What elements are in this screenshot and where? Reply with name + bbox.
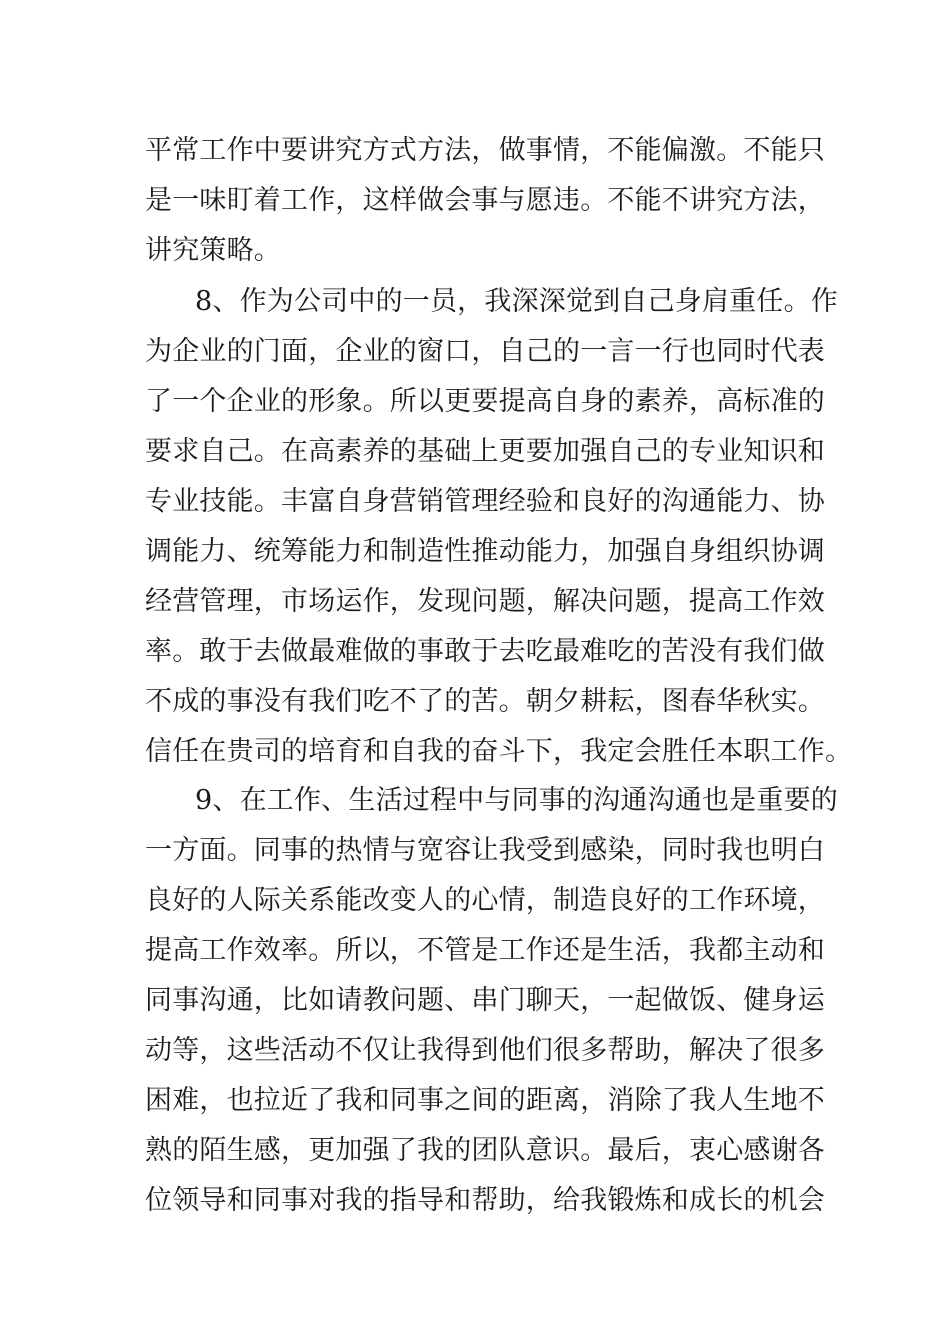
text-line: 一方面。同事的热情与宽容让我受到感染，同时我也明白 <box>145 835 825 866</box>
text-line: 专业技能。丰富自身营销管理经验和良好的沟通能力、协 <box>145 486 825 517</box>
text-line: 良好的人际关系能改变人的心情，制造良好的工作环境， <box>145 885 825 916</box>
text-line: 动等，这些活动不仅让我得到他们很多帮助，解决了很多 <box>145 1035 825 1066</box>
text-line: 不成的事没有我们吃不了的苦。朝夕耕耘，图春华秋实。 <box>145 686 825 717</box>
text-line: 同事沟通，比如请教问题、串门聊天，一起做饭、健身运 <box>145 985 825 1016</box>
text-line: 要求自己。在高素养的基础上更要加强自己的专业知识和 <box>145 436 825 467</box>
text-line: 调能力、统筹能力和制造性推动能力，加强自身组织协调 <box>145 536 825 567</box>
text-line: 为企业的门面，企业的窗口，自己的一言一行也同时代表 <box>145 336 825 367</box>
text-line: 讲究策略。 <box>145 235 281 266</box>
text-line: 率。敢于去做最难做的事敢于去吃最难吃的苦没有我们做 <box>145 636 825 667</box>
text-line: 是一味盯着工作，这样做会事与愿违。不能不讲究方法， <box>145 185 825 216</box>
text-line: 经营管理，市场运作，发现问题，解决问题，提高工作效 <box>145 586 825 617</box>
paragraph-start-line: 8、作为公司中的一员，我深深觉到自己身肩重任。作 <box>195 286 838 317</box>
text-line: 困难，也拉近了我和同事之间的距离，消除了我人生地不 <box>145 1085 825 1116</box>
text-line: 位领导和同事对我的指导和帮助，给我锻炼和成长的机会 <box>145 1185 825 1216</box>
text-line: 熟的陌生感，更加强了我的团队意识。最后，衷心感谢各 <box>145 1135 825 1166</box>
text-line: 信任在贵司的培育和自我的奋斗下，我定会胜任本职工作。 <box>145 736 853 767</box>
text-line: 了一个企业的形象。所以更要提高自身的素养，高标准的 <box>145 386 825 417</box>
paragraph-start-line: 9、在工作、生活过程中与同事的沟通沟通也是重要的 <box>195 785 838 816</box>
text-line: 平常工作中要讲究方式方法，做事情，不能偏激。不能只 <box>145 135 825 166</box>
text-line: 提高工作效率。所以，不管是工作还是生活，我都主动和 <box>145 935 825 966</box>
